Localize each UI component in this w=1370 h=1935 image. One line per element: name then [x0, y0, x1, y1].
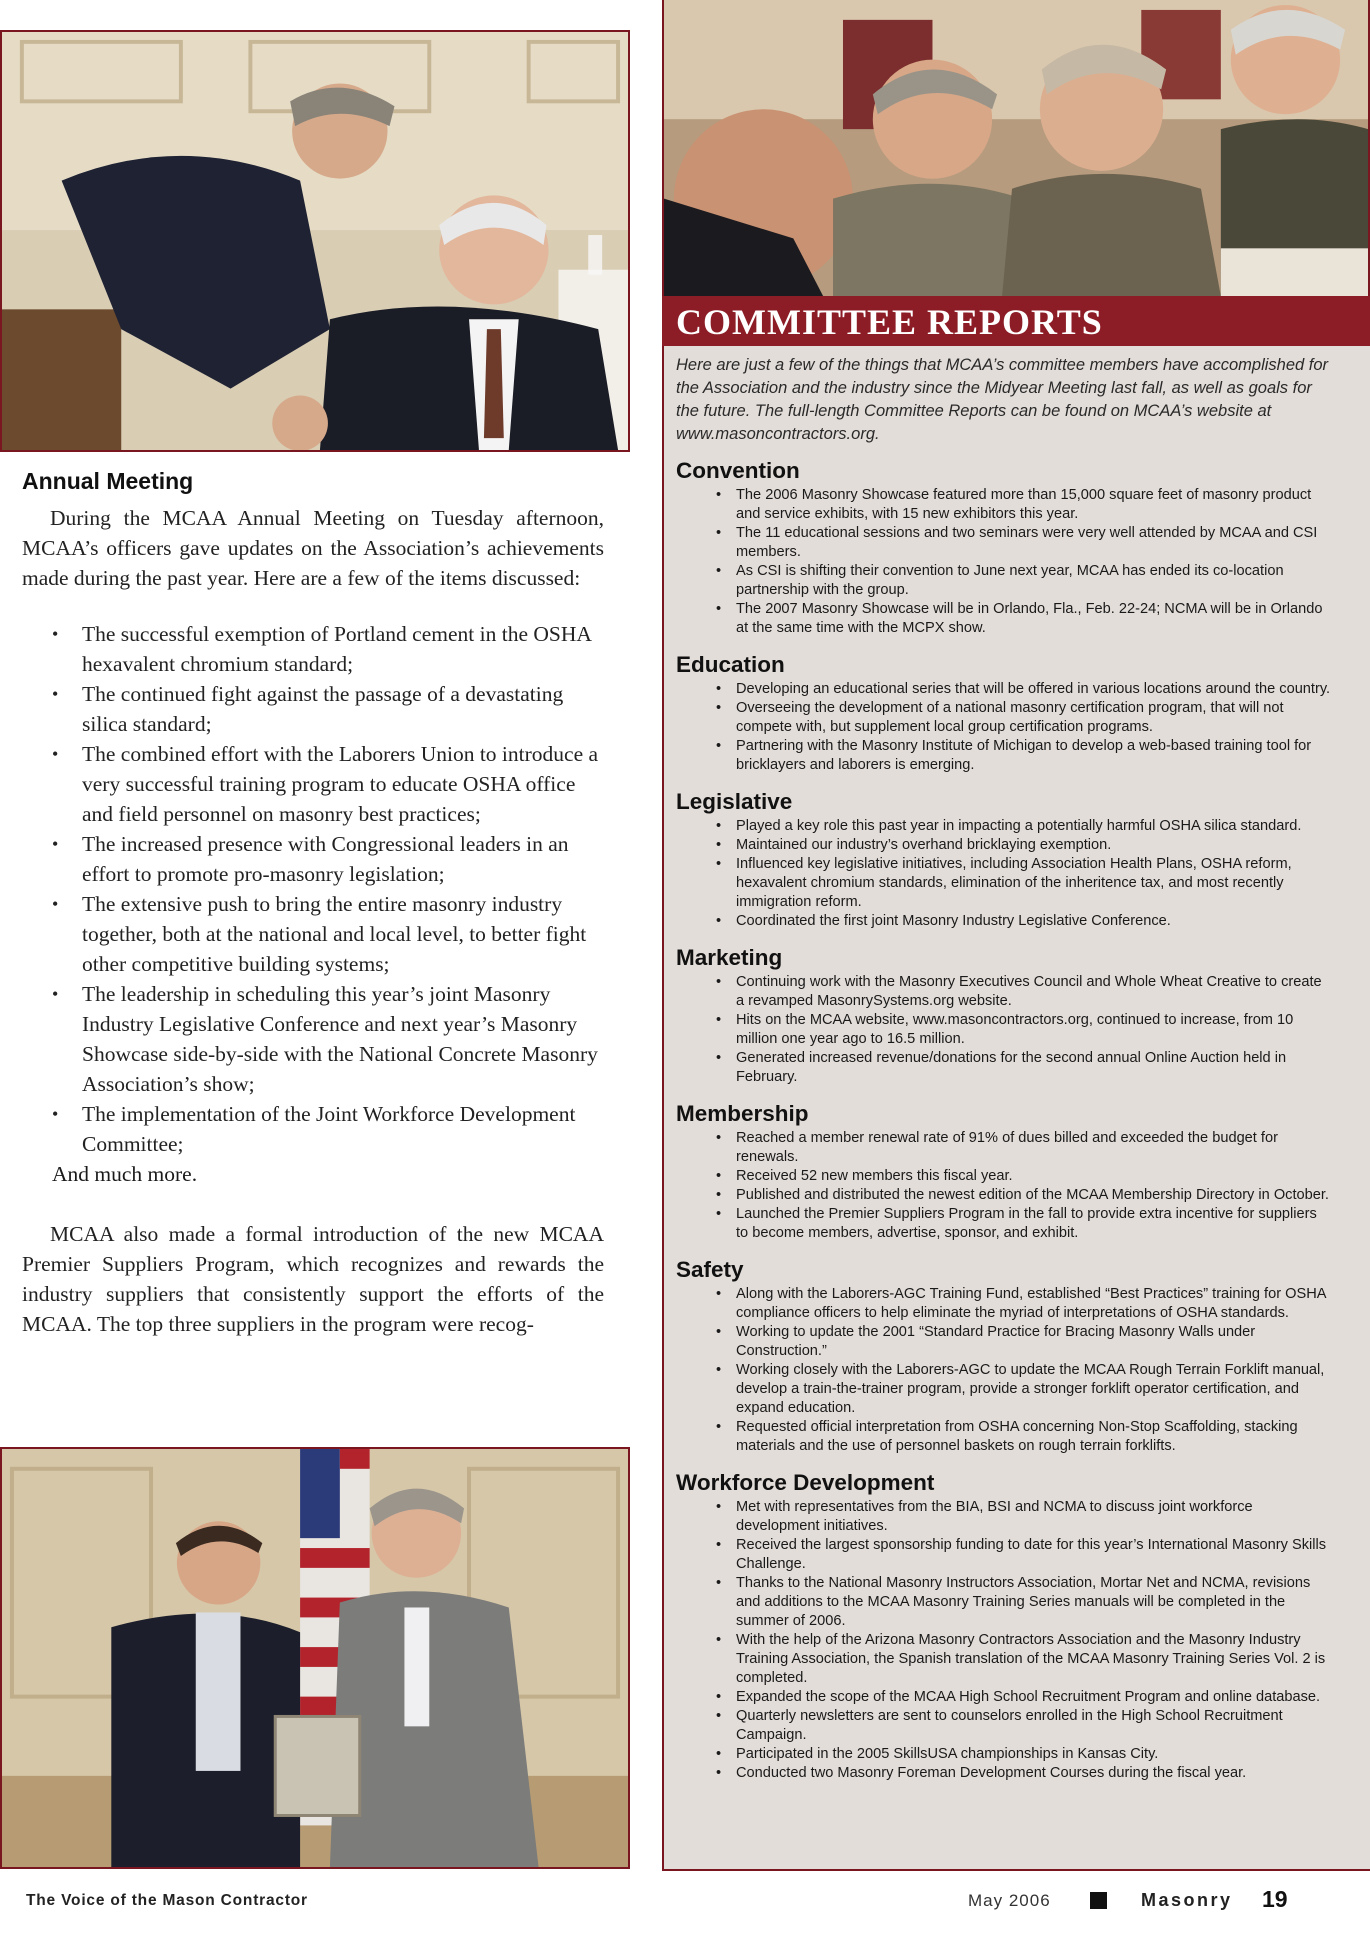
committee-reports-title: COMMITTEE REPORTS: [662, 296, 1370, 346]
report-section-convention: [676, 456, 1332, 638]
list-item: • Coordinated the first joint Masonry Industry Legislative Conference.: [676, 912, 1332, 931]
list-item: • Thanks to the National Masonry Instructors Association, Mortar Net and NCMA, revisions and additions to the MCAA Masonry Training Series manuals will be completed in the summer of 2006.: [676, 1574, 1332, 1631]
section-list: [676, 817, 1332, 931]
list-item: • The leadership in scheduling this year’s joint Masonry Industry Legislative Conference and next year’s Masonry Showcase side-by-side with the National Concrete Masonry Association’s show;: [22, 979, 604, 1099]
list-item: • As CSI is shifting their convention to June next year, MCAA has ended its co-location partnership with the group.: [676, 562, 1332, 600]
footer-date: May 2006: [968, 1891, 1051, 1910]
list-item: • The 11 educational sessions and two seminars were very well attended by MCAA and CSI members.: [676, 524, 1332, 562]
list-item: • Maintained our industry’s overhand bricklaying exemption.: [676, 836, 1332, 855]
section-list: [676, 486, 1332, 638]
magazine-name: Masonry: [1141, 1890, 1233, 1910]
section-list: [676, 1129, 1332, 1243]
list-item: • Influenced key legislative initiatives, including Association Health Plans, OSHA reform, hexavalent chromium standards, elimination of the inheritence tax, and most recently immigration reform.: [676, 855, 1332, 912]
list-item: • Along with the Laborers-AGC Training Fund, established “Best Practices” training for OSHA compliance officers to help eliminate the myriad of interpretations of OSHA standards.: [676, 1285, 1332, 1323]
section-heading: Membership: [676, 1101, 809, 1126]
list-item: • Continuing work with the Masonry Executives Council and Whole Wheat Creative to create a revamped MasonrySystems.org website.: [676, 973, 1332, 1011]
list-item: • Published and distributed the newest edition of the MCAA Membership Directory in October.: [676, 1186, 1332, 1205]
list-item: • Expanded the scope of the MCAA High School Recruitment Program and online database.: [676, 1688, 1332, 1707]
section-heading: Safety: [676, 1257, 744, 1282]
reports-intro: Here are just a few of the things that MCAA’s committee members have accomplished for the Association and the industry since the Midyear Meeting last fall, as well as goals for the future. The full-length Committee Reports can be found on MCAA’s website at www.masoncontractors.org.: [676, 356, 1329, 443]
article-intro: During the MCAA Annual Meeting on Tuesday afternoon, MCAA’s officers gave updates on the Association’s achievements made during the past year. Here are a few of the items discussed:: [22, 506, 604, 590]
list-item: • Overseeing the development of a national masonry certification program, that will not compete with, but supplement local group certification programs.: [676, 699, 1332, 737]
list-item: • Launched the Premier Suppliers Program in the fall to provide extra incentive for suppliers to become members, advertise, sponsor, and exhibit.: [676, 1205, 1332, 1243]
report-section-membership: [676, 1099, 1332, 1243]
section-list: [676, 1285, 1332, 1456]
report-sections: [676, 456, 1332, 1783]
committee-meeting-photo: [662, 0, 1370, 298]
list-item: • Reached a member renewal rate of 91% of dues billed and exceeded the budget for renewals.: [676, 1129, 1332, 1167]
list-item: • The successful exemption of Portland cement in the OSHA hexavalent chromium standard;: [22, 619, 604, 679]
section-list: [676, 973, 1332, 1087]
list-item: • Received the largest sponsorship funding to date for this year’s International Masonry Skills Challenge.: [676, 1536, 1332, 1574]
list-item: • The combined effort with the Laborers Union to introduce a very successful training program to educate OSHA office and field personnel on masonry best practices;: [22, 739, 604, 829]
list-item: • Quarterly newsletters are sent to counselors enrolled in the High School Recruitment Campaign.: [676, 1707, 1332, 1745]
award-presentation-photo: [0, 1447, 630, 1869]
list-item: • The extensive push to bring the entire masonry industry together, both at the national and local level, to better fight other competitive building systems;: [22, 889, 604, 979]
list-item: • The increased presence with Congressional leaders in an effort to promote pro-masonry legislation;: [22, 829, 604, 889]
list-item: • The 2006 Masonry Showcase featured more than 15,000 square feet of masonry product and service exhibits, with 15 new exhibitors this year.: [676, 486, 1332, 524]
report-section-safety: [676, 1255, 1332, 1456]
article-paragraph: MCAA also made a formal introduction of the new MCAA Premier Suppliers Program, which recognizes and rewards the industry suppliers that consistently support the efforts of the MCAA. The top three suppliers in the program were recog-: [22, 1222, 604, 1336]
list-item: • Working closely with the Laborers-AGC to update the MCAA Rough Terrain Forklift manual, develop a train-the-trainer program, provide a stronger forklift operator certification, and expand education.: [676, 1361, 1332, 1418]
annual-meeting-article: [22, 468, 604, 1339]
section-heading: Convention: [676, 458, 800, 483]
list-item: • Developing an educational series that will be offered in various locations around the country.: [676, 680, 1332, 699]
report-section-workforce-development: [676, 1468, 1332, 1783]
achievement-list: [22, 619, 604, 1159]
list-item: • With the help of the Arizona Masonry Contractors Association and the Masonry Industry Training Association, the Spanish translation of the MCAA Masonry Training Series Vol. 2 is completed.: [676, 1631, 1332, 1688]
section-list: [676, 680, 1332, 775]
list-item: • Played a key role this past year in impacting a potentially harmful OSHA silica standard.: [676, 817, 1332, 836]
and-more-text: And much more.: [52, 1162, 198, 1186]
list-item: • Received 52 new members this fiscal year.: [676, 1167, 1332, 1186]
list-item: • The continued fight against the passage of a devastating silica standard;: [22, 679, 604, 739]
list-item: • Hits on the MCAA website, www.masoncontractors.org, continued to increase, from 10 million one year ago to 16.5 million.: [676, 1011, 1332, 1049]
list-item: • The 2007 Masonry Showcase will be in Orlando, Fla., Feb. 22-24; NCMA will be in Orlando at the same time with the MCPX show.: [676, 600, 1332, 638]
section-list: [676, 1498, 1332, 1783]
handshake-photo: [0, 30, 630, 452]
report-section-education: [676, 650, 1332, 775]
list-item: • Conducted two Masonry Foreman Development Courses during the fiscal year.: [676, 1764, 1332, 1783]
committee-reports-body: [676, 354, 1332, 1795]
footer-tagline: The Voice of the Mason Contractor: [26, 1892, 308, 1909]
report-section-legislative: [676, 787, 1332, 931]
page-footer: [0, 1888, 1370, 1918]
page-number: 19: [1262, 1886, 1288, 1912]
report-section-marketing: [676, 943, 1332, 1087]
section-heading: Marketing: [676, 945, 783, 970]
list-item: • Partnering with the Masonry Institute of Michigan to develop a web-based training tool for bricklayers and laborers is emerging.: [676, 737, 1332, 775]
section-heading: Legislative: [676, 789, 793, 814]
list-item: • Met with representatives from the BIA, BSI and NCMA to discuss joint workforce development initiatives.: [676, 1498, 1332, 1536]
list-item: • Requested official interpretation from OSHA concerning Non-Stop Scaffolding, stacking materials and the use of personnel baskets on rough terrain forklifts.: [676, 1418, 1332, 1456]
square-icon: [1090, 1892, 1107, 1909]
list-item: • Participated in the 2005 SkillsUSA championships in Kansas City.: [676, 1745, 1332, 1764]
section-heading: Workforce Development: [676, 1470, 935, 1495]
list-item: • Working to update the 2001 “Standard Practice for Bracing Masonry Walls under Construction.”: [676, 1323, 1332, 1361]
list-item: • The implementation of the Joint Workforce Development Committee;: [22, 1099, 604, 1159]
section-heading: Education: [676, 652, 785, 677]
list-item: • Generated increased revenue/donations for the second annual Online Auction held in February.: [676, 1049, 1332, 1087]
article-heading: Annual Meeting: [22, 468, 194, 494]
